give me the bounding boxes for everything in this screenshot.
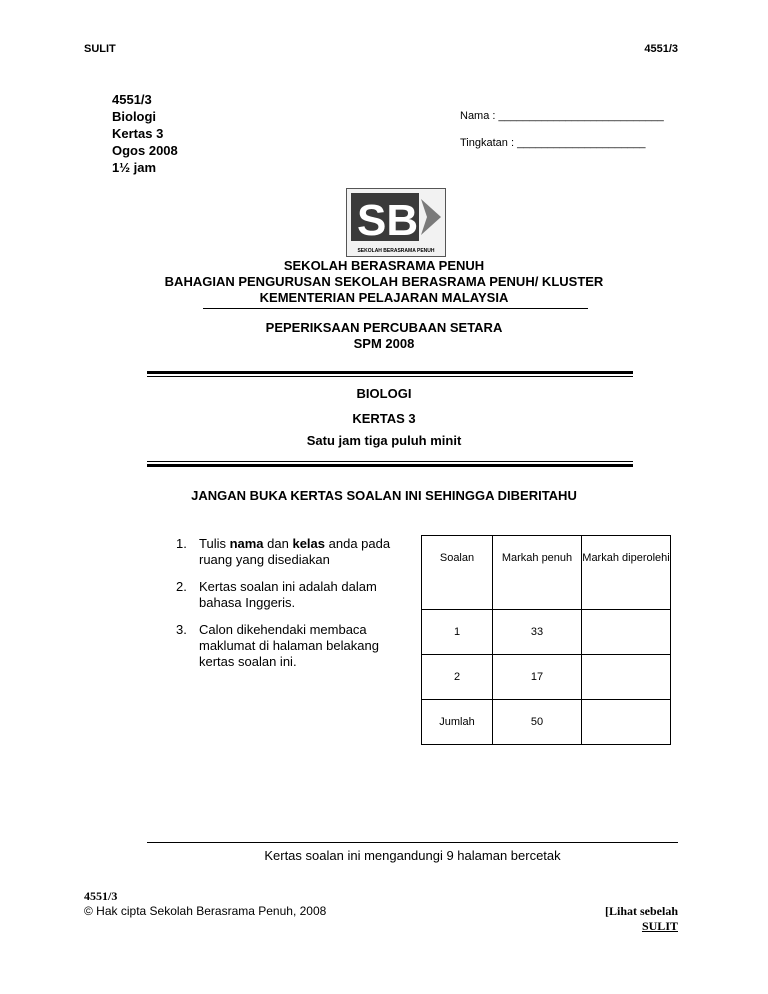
- row-total-diperolehi[interactable]: [582, 700, 671, 745]
- double-rule-top-a: [147, 371, 633, 374]
- exam-title: PEPERIKSAAN PERCUBAAN SETARA: [265, 320, 503, 335]
- footer-classification: SULIT: [641, 919, 678, 933]
- form-field[interactable]: Tingkatan : _____________________: [460, 137, 646, 149]
- subject-name: BIOLOGI: [356, 386, 412, 401]
- warning-text: JANGAN BUKA KERTAS SOALAN INI SEHINGGA DIBERITAHU: [191, 488, 577, 503]
- instruction-2-text: Kertas soalan ini adalah dalam bahasa Inggeris.: [199, 579, 377, 610]
- header-code: 4551/3: [644, 43, 678, 55]
- institution-underline: [203, 308, 588, 309]
- instruction-3-number: 3.: [176, 622, 187, 637]
- instruction-1: [176, 536, 408, 568]
- header-classification: SULIT: [84, 43, 116, 55]
- marks-table-header: [422, 536, 671, 610]
- meta-paper: Kertas 3: [112, 126, 164, 141]
- sbp-logo: [346, 188, 446, 257]
- logo-letters: SB: [357, 196, 419, 245]
- table-row: [422, 610, 671, 655]
- instruction-3: [176, 622, 408, 670]
- subject-paper: KERTAS 3: [352, 411, 416, 426]
- table-row: [422, 655, 671, 700]
- row-total-soalan: Jumlah: [422, 700, 493, 745]
- double-rule-top-b: [147, 376, 633, 377]
- institution-line-1: SEKOLAH BERASRAMA PENUH: [283, 258, 485, 273]
- footer-code: 4551/3: [84, 889, 118, 903]
- double-rule-bottom-b: [147, 464, 633, 467]
- meta-subject: Biologi: [112, 109, 157, 124]
- logo-caption: SEKOLAH BERASRAMA PENUH: [357, 248, 435, 254]
- instruction-1-number: 1.: [176, 536, 187, 551]
- meta-code: 4551/3: [112, 92, 152, 107]
- header-soalan: Soalan: [422, 536, 493, 610]
- row-2-soalan: 2: [422, 655, 493, 700]
- footer-copyright: © Hak cipta Sekolah Berasrama Penuh, 2008: [84, 904, 327, 918]
- row-total-penuh: 50: [493, 700, 582, 745]
- table-row: [422, 700, 671, 745]
- instruction-2-number: 2.: [176, 579, 187, 594]
- instruction-3-text: Calon dikehendaki membaca maklumat di halaman belakang kertas soalan ini.: [199, 622, 379, 669]
- header-markah-penuh: Markah penuh: [493, 536, 582, 610]
- instruction-1-text: Tulis nama dan kelas anda pada ruang yang disediakan: [199, 536, 391, 567]
- bottom-rule: [147, 842, 678, 843]
- institution-line-3: KEMENTERIAN PELAJARAN MALAYSIA: [259, 290, 509, 305]
- footer-next-page: [Lihat sebelah: [604, 904, 678, 918]
- row-2-diperolehi[interactable]: [582, 655, 671, 700]
- subject-duration: Satu jam tiga puluh minit: [306, 433, 462, 448]
- double-rule-bottom-a: [147, 461, 633, 462]
- exam-year: SPM 2008: [353, 336, 415, 351]
- institution-line-2: BAHAGIAN PENGURUSAN SEKOLAH BERASRAMA PENUH/ KLUSTER: [164, 274, 604, 289]
- sbp-logo-icon: [347, 189, 445, 247]
- instructions: [176, 536, 408, 670]
- row-1-penuh: 33: [493, 610, 582, 655]
- meta-date: Ogos 2008: [112, 143, 178, 158]
- row-1-diperolehi[interactable]: [582, 610, 671, 655]
- marks-table: [421, 535, 671, 745]
- row-2-penuh: 17: [493, 655, 582, 700]
- row-1-soalan: 1: [422, 610, 493, 655]
- page-count-note: Kertas soalan ini mengandungi 9 halaman bercetak: [264, 848, 561, 863]
- instruction-2: [176, 579, 408, 611]
- header-markah-diperolehi: Markah diperolehi: [582, 536, 671, 610]
- meta-block: [112, 91, 178, 176]
- name-field[interactable]: Nama : ___________________________: [460, 110, 664, 122]
- meta-duration: 1½ jam: [112, 160, 157, 175]
